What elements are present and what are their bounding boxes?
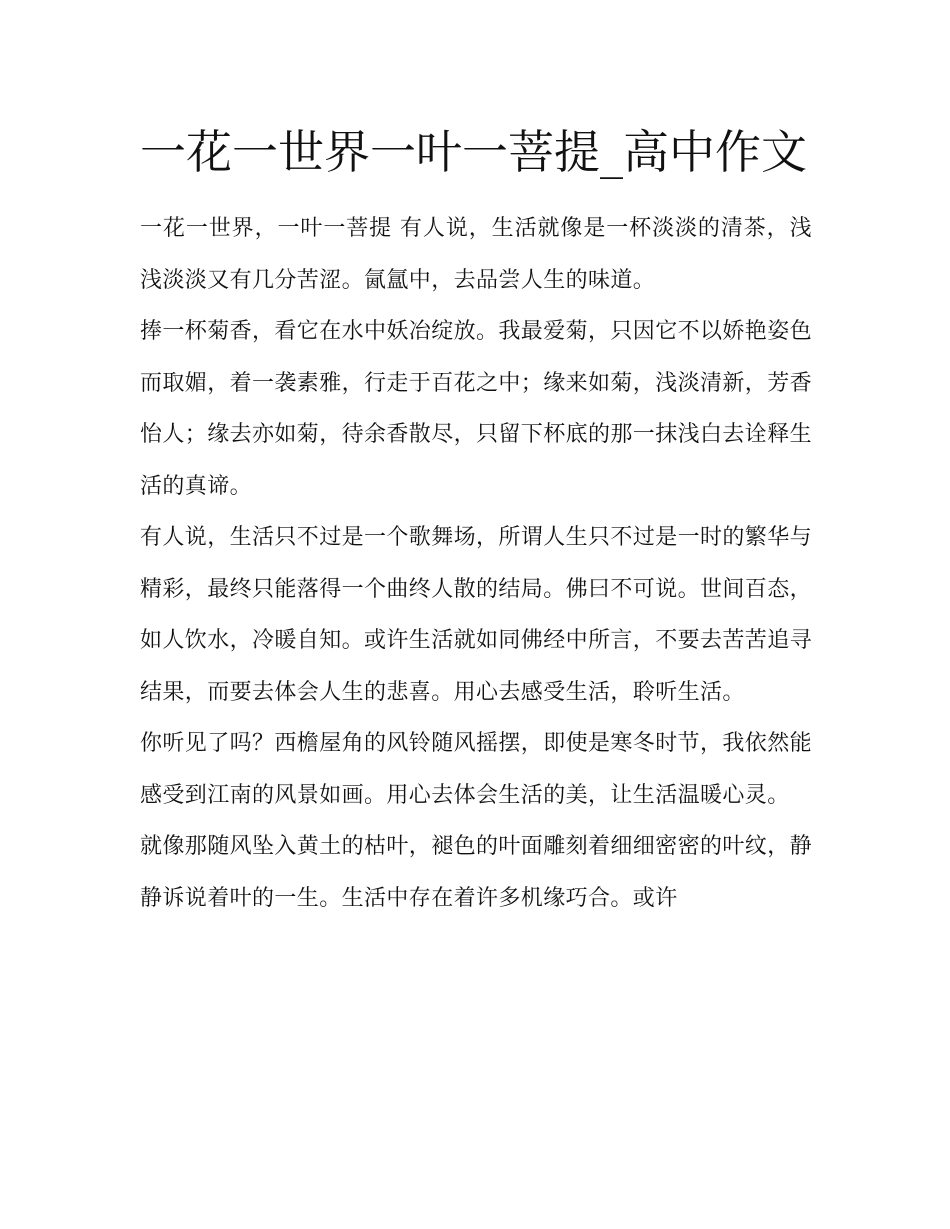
article-title: 一花一世界一叶一菩提_高中作文 — [140, 125, 807, 179]
paragraph-2: 捧一杯菊香，看它在水中妖冶绽放。我最爱菊，只因它不以娇艳姿色而取媚，着一袭素雅，行走于百花之中；缘来如菊，浅淡清新，芳香怡人；缘去亦如菊，待余香散尽，只留下杯底的那一抹浅白去诠释生活的真谛。 — [140, 319, 813, 499]
paragraph-4: 你听见了吗？西檐屋角的风铃随风摇摆，即使是寒冬时节，我依然能感受到江南的风景如画。用心去体会生活的美，让生活温暖心灵。 — [140, 731, 813, 808]
paragraph-5: 就像那随风坠入黄土的枯叶，褪色的叶面雕刻着细细密密的叶纹，静静诉说着叶的一生。生活中存在着许多机缘巧合。或许 — [140, 834, 813, 911]
paragraph-1: 一花一世界，一叶一菩提 有人说，生活就像是一杯淡淡的清茶，浅浅淡淡又有几分苦涩。氤氲中，去品尝人生的味道。 — [140, 216, 812, 293]
paragraph-3: 有人说，生活只不过是一个歌舞场，所谓人生只不过是一时的繁华与精彩，最终只能落得一个曲终人散的结局。佛曰不可说。世间百态，如人饮水，冷暖自知。或许生活就如同佛经中所言，不要去苦苦追寻结果，而要去体会人生的悲喜。用心去感受生活，聆听生活。 — [140, 525, 813, 705]
article-body — [140, 203, 812, 924]
article — [140, 116, 812, 924]
